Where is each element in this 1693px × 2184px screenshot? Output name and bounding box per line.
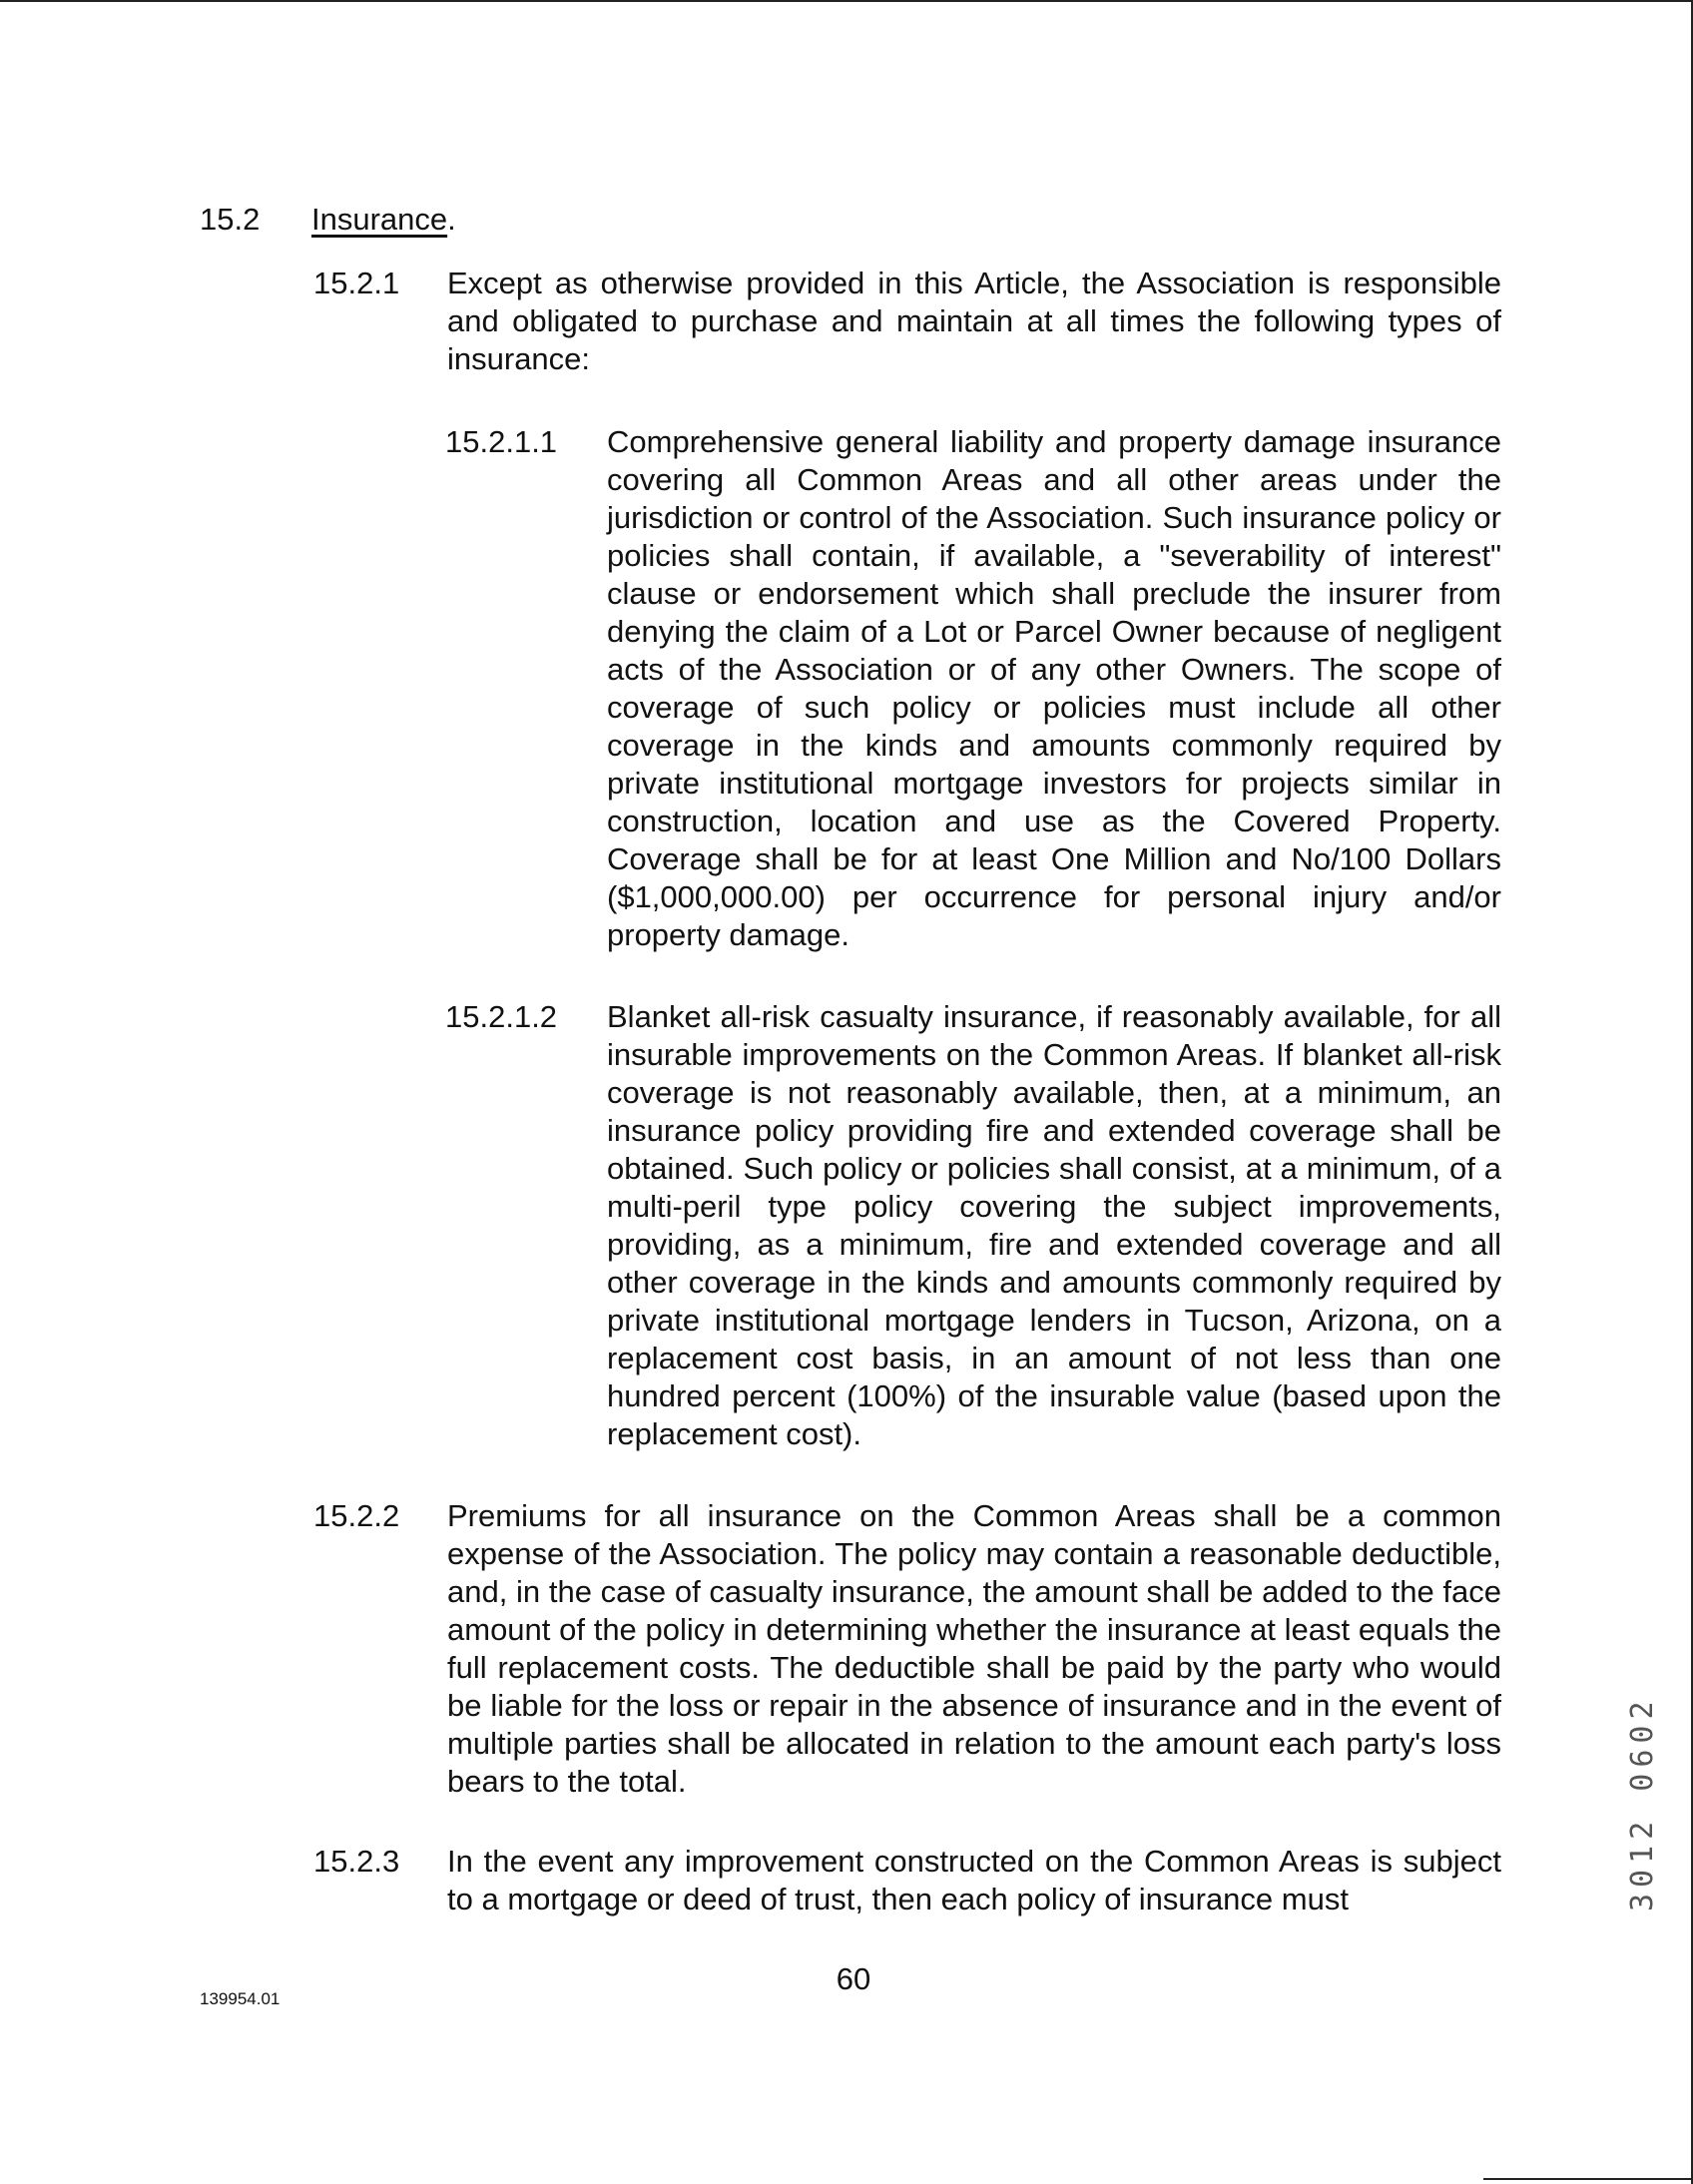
clause-text: Blanket all-risk casualty insurance, if reasonably available, for all insurable improvements on the Common Areas. If blanket all-risk coverage is not reasonably available, then, at a minimum, an insurance policy providing fire and extended coverage shall be obtained. Such policy or policies shall consist, at a minimum, of a multi-peril type policy covering the subject improvements, providing, as a minimum, fire and extended coverage and all other coverage in the kinds and amounts commonly required by private institutional mortgage lenders in Tucson, Arizona, on a replacement cost basis, in an amount of not less than one hundred percent (100%) of the insurable value (based upon the replacement cost). — [607, 999, 1501, 1451]
section-heading — [200, 200, 456, 240]
clause-15-2-1 — [313, 265, 1501, 378]
clause-text: In the event any improvement constructed on the Common Areas is subject to a mortgage or deed of trust, then each policy of insurance must — [447, 1844, 1501, 1916]
section-title: Insurance — [311, 202, 448, 237]
clause-15-2-2 — [313, 1497, 1501, 1801]
section-title-suffix: . — [447, 202, 456, 237]
clause-15-2-1-1 — [445, 423, 1501, 954]
clause-number: 15.2.1 — [313, 266, 400, 300]
clause-15-2-3 — [313, 1843, 1501, 1918]
clause-number: 15.2.2 — [313, 1498, 400, 1533]
section-number: 15.2 — [200, 202, 261, 237]
recording-stamp: 3012 0602 — [1625, 1695, 1660, 1911]
clause-number: 15.2.3 — [313, 1844, 400, 1879]
document-id: 139954.01 — [200, 1989, 281, 2008]
clause-text: Except as otherwise provided in this Article, the Association is responsible and obligated to purchase and maintain at all times the following types of insurance: — [447, 266, 1501, 376]
clause-number: 15.2.1.1 — [445, 424, 558, 459]
page-number: 60 — [836, 1961, 871, 1996]
clause-text: Premiums for all insurance on the Common Areas shall be a common expense of the Association. The policy may contain a reasonable deductible, and, in the case of casualty insurance, the amount shall be added to the face amount of the policy in determining whether the insurance at least equals the full replacement costs. The deductible shall be paid by the party who would be liable for the loss or repair in the absence of insurance and in the event of multiple parties shall be allocated in relation to the amount each party's loss bears to the total. — [447, 1498, 1501, 1799]
clause-number: 15.2.1.2 — [445, 999, 558, 1034]
clause-15-2-1-2 — [445, 998, 1501, 1453]
bottom-rule — [1483, 2178, 1693, 2180]
clause-text: Comprehensive general liability and property damage insurance covering all Common Areas and all other areas under the jurisdiction or control of the Association. Such insurance policy or policies shall contain, if available, a "severability of interest" clause or endorsement which shall preclude the insurer from denying the claim of a Lot or Parcel Owner because of negligent acts of the Association or of any other Owners. The scope of coverage of such policy or policies must include all other coverage in the kinds and amounts commonly required by private institutional mortgage investors for projects similar in construction, location and use as the Covered Property. Coverage shall be for at least One Million and No/100 Dollars ($1,000,000.00) per occurrence for personal injury and/or property damage. — [607, 424, 1501, 952]
